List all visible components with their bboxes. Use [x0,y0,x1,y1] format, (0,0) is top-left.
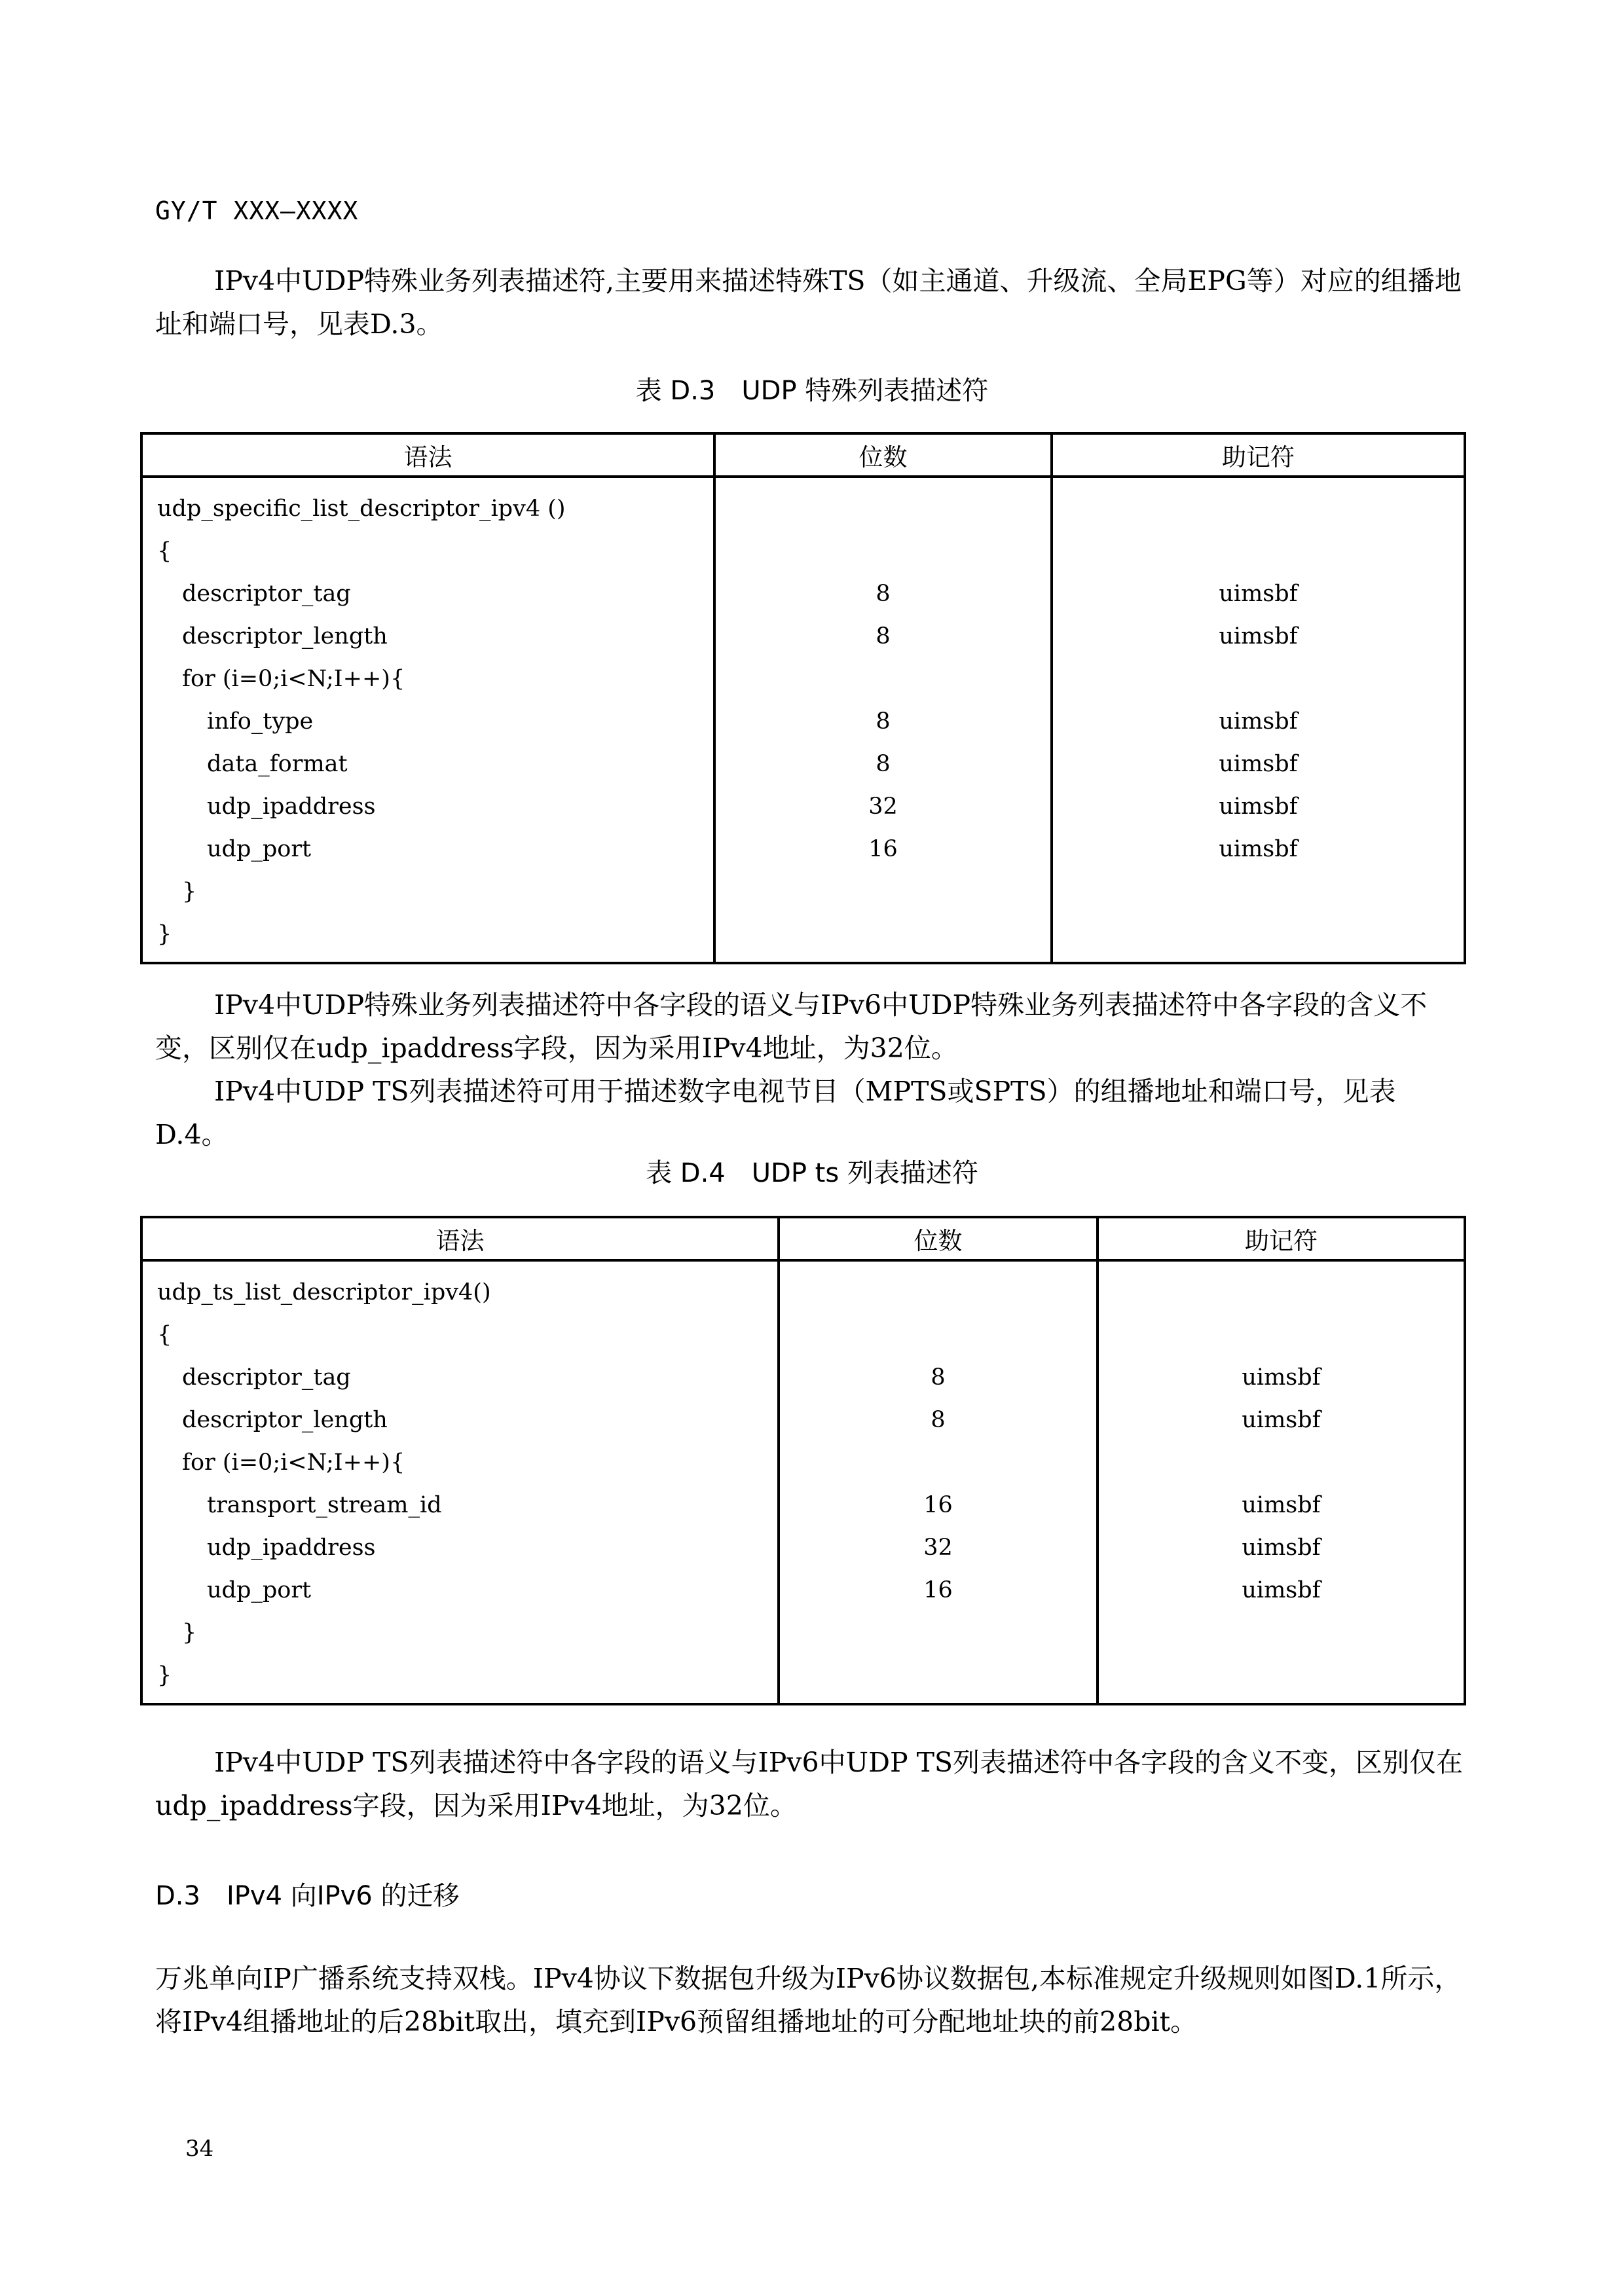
syntax-cell: info_type [141,700,714,742]
syntax-cell: udp_ipaddress [141,1526,779,1569]
mnemonic-cell: uimsbf [1098,1526,1465,1569]
bits-cell [714,477,1052,530]
bits-cell: 8 [714,615,1052,657]
table-row [141,700,1465,742]
syntax-cell: { [141,530,714,572]
bits-cell [779,1260,1098,1313]
syntax-cell: udp_ts_list_descriptor_ipv4() [141,1260,779,1313]
col-header-bits: 位数 [714,433,1052,477]
table-row [141,913,1465,963]
table-d4 [140,1216,1466,1705]
page-number: 34 [185,2136,214,2162]
syntax-cell: udp_port [141,1569,779,1611]
syntax-cell: udp_port [141,828,714,870]
mnemonic-cell [1098,1654,1465,1704]
bits-cell: 8 [714,700,1052,742]
mnemonic-cell [1098,1441,1465,1484]
syntax-cell: descriptor_tag [141,1356,779,1398]
syntax-cell: for (i=0;i<N;I++){ [141,1441,779,1484]
table-row [141,615,1465,657]
syntax-cell: udp_specific_list_descriptor_ipv4 () [141,477,714,530]
bits-cell: 16 [779,1484,1098,1526]
mnemonic-cell [1098,1313,1465,1356]
table-d3 [140,432,1466,964]
paragraph-semantics-1: IPv4中UDP特殊业务列表描述符中各字段的语义与IPv6中UDP特殊业务列表描述符中各字段的含义不变，区别仅在udp_ipaddress字段，因为采用IPv4地址，为32位。 [155,989,1428,1064]
table-row [141,1569,1465,1611]
bits-cell: 16 [779,1569,1098,1611]
mnemonic-cell [1052,657,1465,700]
mnemonic-cell [1052,913,1465,963]
section-heading: D.3 IPv4 向IPv6 的迁移 [155,1881,460,1911]
bits-cell [779,1611,1098,1654]
paragraph-intro: IPv4中UDP特殊业务列表描述符,主要用来描述特殊TS（如主通道、升级流、全局EPG等）对应的组播地址和端口号，见表D.3。 [155,265,1462,340]
table-row [141,870,1465,913]
paragraph-ts-intro: IPv4中UDP TS列表描述符可用于描述数字电视节目（MPTS或SPTS）的组播地址和端口号，见表D.4。 [155,1076,1396,1150]
syntax-cell: descriptor_length [141,615,714,657]
bits-cell: 32 [714,785,1052,828]
table-row [141,1313,1465,1356]
col-header-syntax: 语法 [141,1217,779,1260]
table-row [141,657,1465,700]
table-d3-caption: 表 D.3 UDP 特殊列表描述符 [635,376,989,406]
bits-cell [779,1441,1098,1484]
mnemonic-cell [1098,1260,1465,1313]
mnemonic-cell: uimsbf [1052,742,1465,785]
syntax-cell: } [141,913,714,963]
paragraph-migration: 万兆单向IP广播系统支持双栈。IPv4协议下数据包升级为IPv6协议数据包,本标准规定升级规则如图D.1所示，将IPv4组播地址的后28bit取出，填充到IPv6预留组播地址的可分配地址块的前28bit。 [155,1963,1462,2037]
paragraph-semantics-2: IPv4中UDP TS列表描述符中各字段的语义与IPv6中UDP TS列表描述符中各字段的含义不变，区别仅在udp_ipaddress字段，因为采用IPv4地址，为32位。 [155,1747,1464,1821]
table-row [141,1398,1465,1441]
bits-cell [714,913,1052,963]
syntax-cell: { [141,1313,779,1356]
table-row [141,530,1465,572]
mnemonic-cell: uimsbf [1052,572,1465,615]
mnemonic-cell [1052,870,1465,913]
bits-cell: 32 [779,1526,1098,1569]
syntax-cell: } [141,1611,779,1654]
bits-cell: 8 [714,742,1052,785]
mnemonic-cell: uimsbf [1098,1569,1465,1611]
table-row [141,1611,1465,1654]
mnemonic-cell: uimsbf [1098,1398,1465,1441]
col-header-mnemonic: 助记符 [1052,433,1465,477]
bits-cell [779,1654,1098,1704]
syntax-cell: transport_stream_id [141,1484,779,1526]
table-row [141,1654,1465,1704]
table-row [141,477,1465,530]
mnemonic-cell [1098,1611,1465,1654]
syntax-cell: descriptor_length [141,1398,779,1441]
bits-cell: 8 [779,1398,1098,1441]
mnemonic-cell: uimsbf [1052,615,1465,657]
table-header-row [141,1217,1465,1260]
mnemonic-cell: uimsbf [1098,1356,1465,1398]
syntax-cell: for (i=0;i<N;I++){ [141,657,714,700]
bits-cell: 16 [714,828,1052,870]
syntax-cell: } [141,1654,779,1704]
mnemonic-cell: uimsbf [1052,828,1465,870]
table-row [141,1526,1465,1569]
mnemonic-cell: uimsbf [1052,700,1465,742]
table-header-row [141,433,1465,477]
mnemonic-cell: uimsbf [1052,785,1465,828]
syntax-cell: } [141,870,714,913]
bits-cell [714,530,1052,572]
table-row [141,1260,1465,1313]
table-row [141,1484,1465,1526]
table-row [141,742,1465,785]
bits-cell [714,657,1052,700]
mnemonic-cell [1052,477,1465,530]
col-header-bits: 位数 [779,1217,1098,1260]
table-row [141,572,1465,615]
syntax-cell: data_format [141,742,714,785]
table-row [141,1441,1465,1484]
mnemonic-cell: uimsbf [1098,1484,1465,1526]
bits-cell [714,870,1052,913]
table-row [141,828,1465,870]
table-d4-caption: 表 D.4 UDP ts 列表描述符 [646,1158,978,1188]
table-row [141,785,1465,828]
col-header-syntax: 语法 [141,433,714,477]
bits-cell [779,1313,1098,1356]
bits-cell: 8 [779,1356,1098,1398]
col-header-mnemonic: 助记符 [1098,1217,1465,1260]
document-header: GY/T XXX—XXXX [155,196,359,225]
bits-cell: 8 [714,572,1052,615]
table-row [141,1356,1465,1398]
mnemonic-cell [1052,530,1465,572]
syntax-cell: udp_ipaddress [141,785,714,828]
syntax-cell: descriptor_tag [141,572,714,615]
